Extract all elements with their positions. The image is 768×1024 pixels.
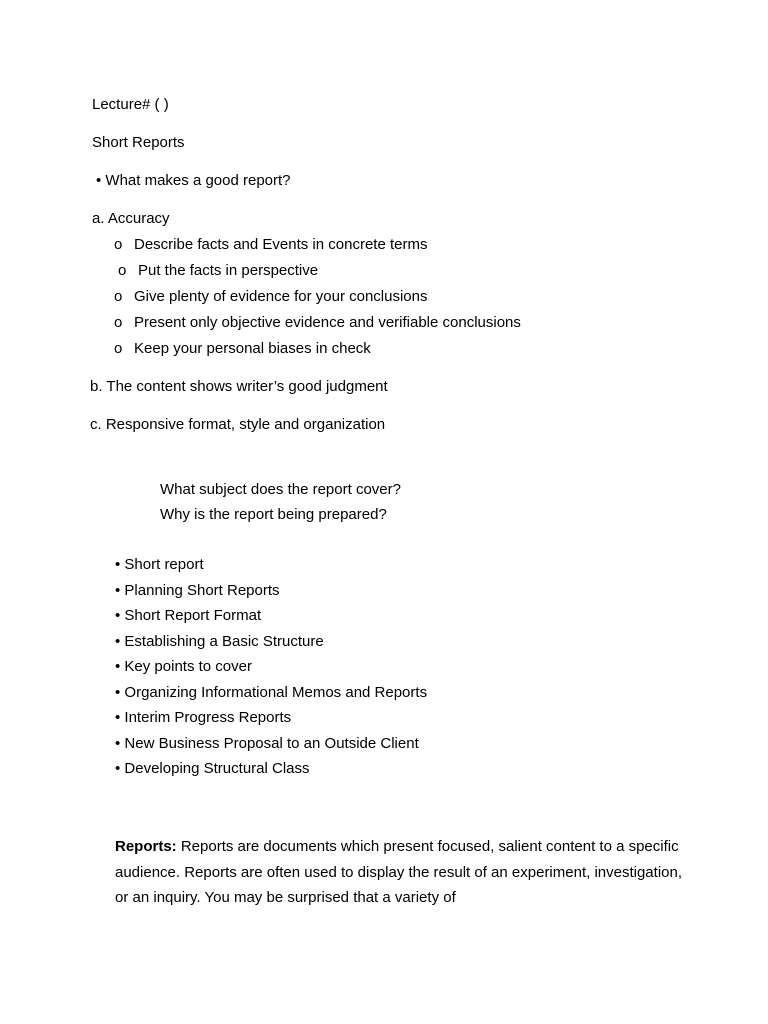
circle-bullet-icon: o xyxy=(114,236,123,253)
list-item xyxy=(114,235,427,255)
reports-term: Reports: xyxy=(115,838,177,855)
topic-item: • Establishing a Basic Structure xyxy=(115,633,324,650)
reports-text: Reports are documents which present focused, salient content to a specific audience. Reports are often used to display the result of an experiment, investigation, or an inquiry. You may be surprised that a variety of xyxy=(115,838,683,906)
section-a-heading: a. Accuracy xyxy=(92,210,170,227)
question-heading: • What makes a good report? xyxy=(96,172,291,189)
circle-bullet-icon: o xyxy=(114,288,123,305)
topic-item: • Interim Progress Reports xyxy=(115,709,292,726)
list-item xyxy=(114,287,428,307)
topic-item: • Short Report Format xyxy=(115,607,262,624)
list-item xyxy=(114,339,371,359)
page-title: Short Reports xyxy=(92,134,185,151)
topic-item: • New Business Proposal to an Outside Client xyxy=(115,735,419,752)
section-c-heading: c. Responsive format, style and organization xyxy=(90,416,386,433)
list-item-text: Keep your personal biases in check xyxy=(134,340,371,357)
list-item-text: Put the facts in perspective xyxy=(138,262,319,279)
topic-item: • Key points to cover xyxy=(115,658,252,675)
lecture-label: Lecture# ( ) xyxy=(92,96,169,113)
list-item xyxy=(118,261,318,281)
topic-item: • Developing Structural Class xyxy=(115,760,310,777)
list-item-text: Describe facts and Events in concrete terms xyxy=(134,236,428,253)
list-item xyxy=(114,313,521,333)
list-item-text: Present only objective evidence and verifiable conclusions xyxy=(134,314,521,331)
circle-bullet-icon: o xyxy=(114,340,123,357)
question-line: Why is the report being prepared? xyxy=(160,506,387,523)
section-b-heading: b. The content shows writer’s good judgment xyxy=(90,378,388,395)
circle-bullet-icon: o xyxy=(118,262,127,279)
topic-item: • Short report xyxy=(115,556,204,573)
question-line: What subject does the report cover? xyxy=(160,481,401,498)
topic-item: • Planning Short Reports xyxy=(115,582,280,599)
topic-item: • Organizing Informational Memos and Reports xyxy=(115,684,428,701)
circle-bullet-icon: o xyxy=(114,314,123,331)
list-item-text: Give plenty of evidence for your conclusions xyxy=(134,288,428,305)
reports-paragraph xyxy=(115,834,685,911)
